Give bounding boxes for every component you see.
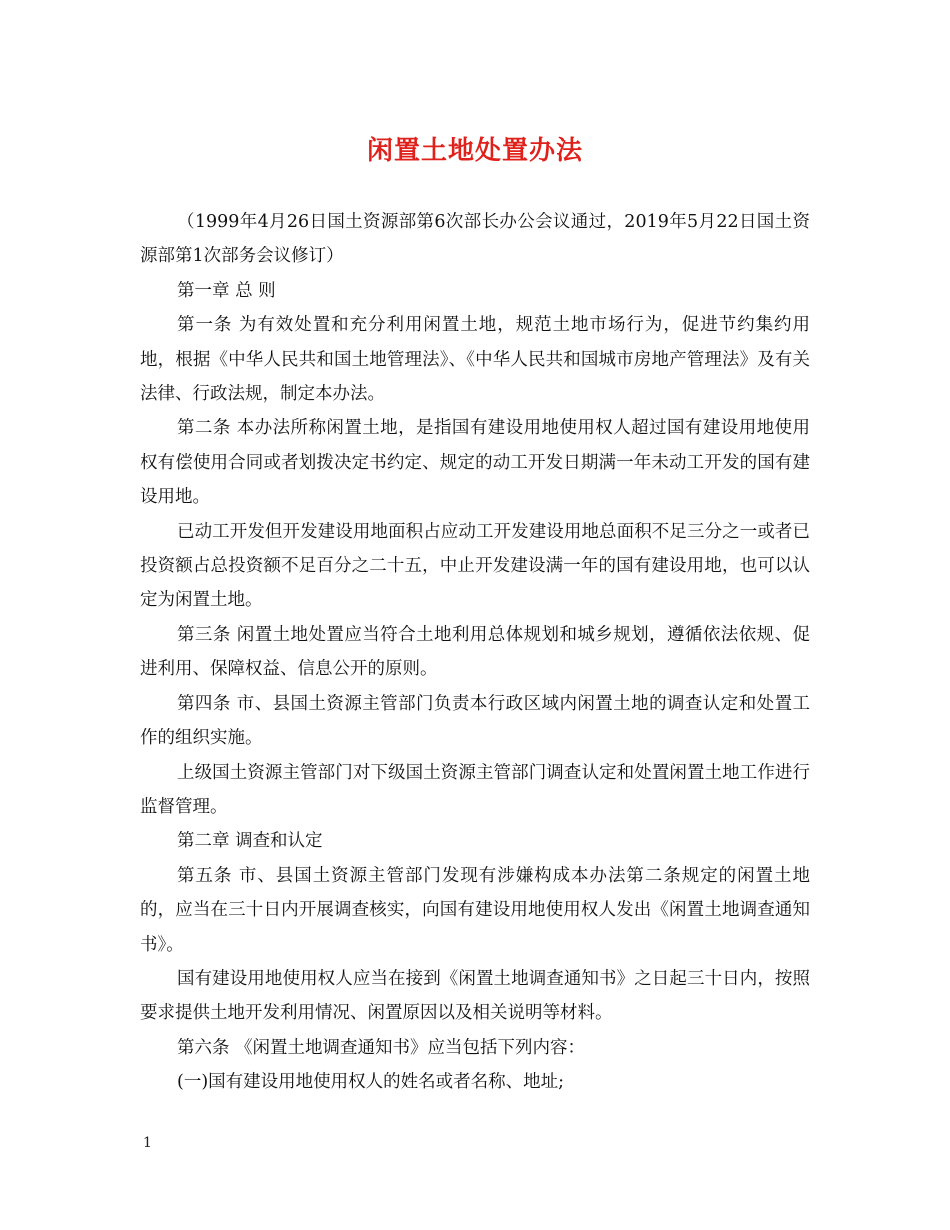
chapter-heading: 第二章 调查和认定 [177,831,323,852]
article-paragraph: 第五条 市、县国土资源主管部门发现有涉嫌构成本办法第二条规定的闲置土地的，应当在三十日内开展调查核实，向国有建设用地使用权人发出《闲置土地调查通知书》。 [140,865,810,955]
page-number: 1 [143,1135,152,1151]
article-paragraph: 上级国土资源主管部门对下级国土资源主管部门调查认定和处置闲置土地工作进行监督管理。 [140,762,810,817]
chapter-heading: 第一章 总 则 [177,280,276,301]
article-paragraph: 第一条 为有效处置和充分利用闲置土地，规范土地市场行为，促进节约集约用地，根据《中华人民共和国土地管理法》、《中华人民共和国城市房地产管理法》及有关法律、行政法规，制定本办法。 [140,315,810,405]
article-paragraph: 已动工开发但开发建设用地面积占应动工开发建设用地总面积不足三分之一或者已投资额占总投资额不足百分之二十五，中止开发建设满一年的国有建设用地，也可以认定为闲置土地。 [140,521,810,611]
article-paragraph: 第六条 《闲置土地调查通知书》应当包括下列内容： [177,1037,586,1058]
document-body [140,205,810,1100]
paragraph-revision-note: （1999年4月26日国土资源部第6次部长办公会议通过，2019年5月22日国土资源部第1次部务会议修订） [140,212,810,267]
list-item: (一)国有建设用地使用权人的姓名或者名称、地址; [177,1072,565,1093]
article-paragraph: 第四条 市、县国土资源主管部门负责本行政区域内闲置土地的调查认定和处置工作的组织实施。 [140,693,810,749]
article-paragraph: 第二条 本办法所称闲置土地，是指国有建设用地使用权人超过国有建设用地使用权有偿使用合同或者划拨决定书约定、规定的动工开发日期满一年未动工开发的国有建设用地。 [140,418,810,508]
article-paragraph: 第三条 闲置土地处置应当符合土地利用总体规划和城乡规划，遵循依法依规、促进利用、保障权益、信息公开的原则。 [140,624,810,680]
document-title: 闲置土地处置办法 [366,136,583,166]
article-paragraph: 国有建设用地使用权人应当在接到《闲置土地调查通知书》之日起三十日内，按照要求提供土地开发利用情况、闲置原因以及相关说明等材料。 [140,968,810,1024]
